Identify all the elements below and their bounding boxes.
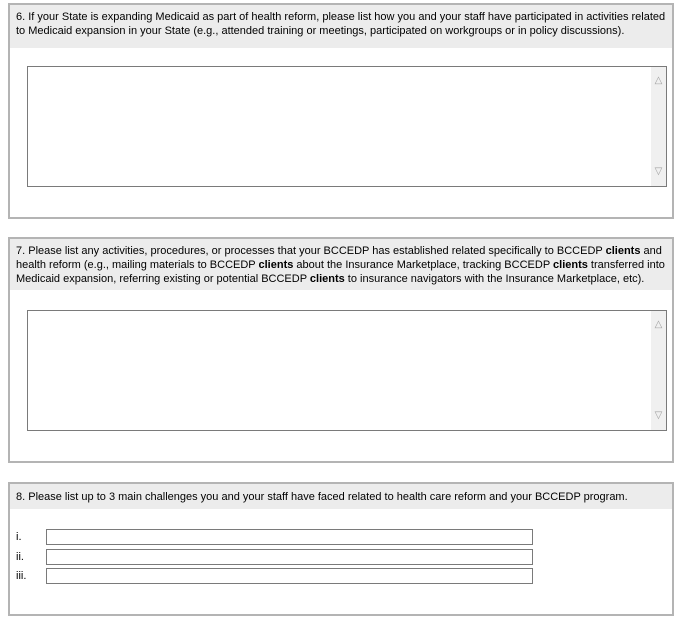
question-7-text-part: about the Insurance Marketplace, tracking BCCEDP [293,259,554,271]
clients-emphasis: clients [258,259,294,271]
challenge-label-1: i. [16,531,22,543]
clients-emphasis: clients [309,273,345,285]
question-7-text-part: and health reform (e.g., mailing materials to BCCEDP [16,245,662,271]
question-7-text-part: 7. Please list any activities, procedures, or processes that your BCCEDP has established related specifically to BCCEDP [16,245,606,257]
question-7-panel [8,237,674,463]
clients-emphasis: clients [605,245,641,257]
chevron-up-icon[interactable]: △ [654,75,663,86]
challenge-label-2: ii. [16,551,24,563]
question-8-text: 8. Please list up to 3 main challenges you and your staff have faced related to health care reform and your BCCEDP program. [10,484,672,509]
challenge-input-2[interactable] [46,549,533,565]
question-7-answer-textarea[interactable] [27,310,667,431]
vertical-scrollbar[interactable] [651,67,666,186]
question-7-text [10,239,672,290]
chevron-down-icon[interactable]: ▽ [654,166,663,177]
question-6-panel [8,3,674,219]
question-6-text: 6. If your State is expanding Medicaid as part of health reform, please list how you and your staff have participated in activities related to Medicaid expansion in your State (e.g., attended training or meetings, participated on workgroups or in policy discussions). [10,5,672,48]
question-7-text-part: transferred into Medicaid expansion, referring existing or potential BCCEDP [16,259,665,285]
challenge-input-3[interactable] [46,568,533,584]
challenge-input-1[interactable] [46,529,533,545]
chevron-up-icon[interactable]: △ [654,319,663,330]
clients-emphasis: clients [553,259,588,271]
question-6-answer-textarea[interactable] [27,66,667,187]
question-8-panel [8,482,674,616]
vertical-scrollbar[interactable] [651,311,666,430]
challenge-label-3: iii. [16,570,27,582]
chevron-down-icon[interactable]: ▽ [654,410,663,421]
question-7-text-part: to insurance navigators with the Insurance Marketplace, etc). [344,273,645,285]
